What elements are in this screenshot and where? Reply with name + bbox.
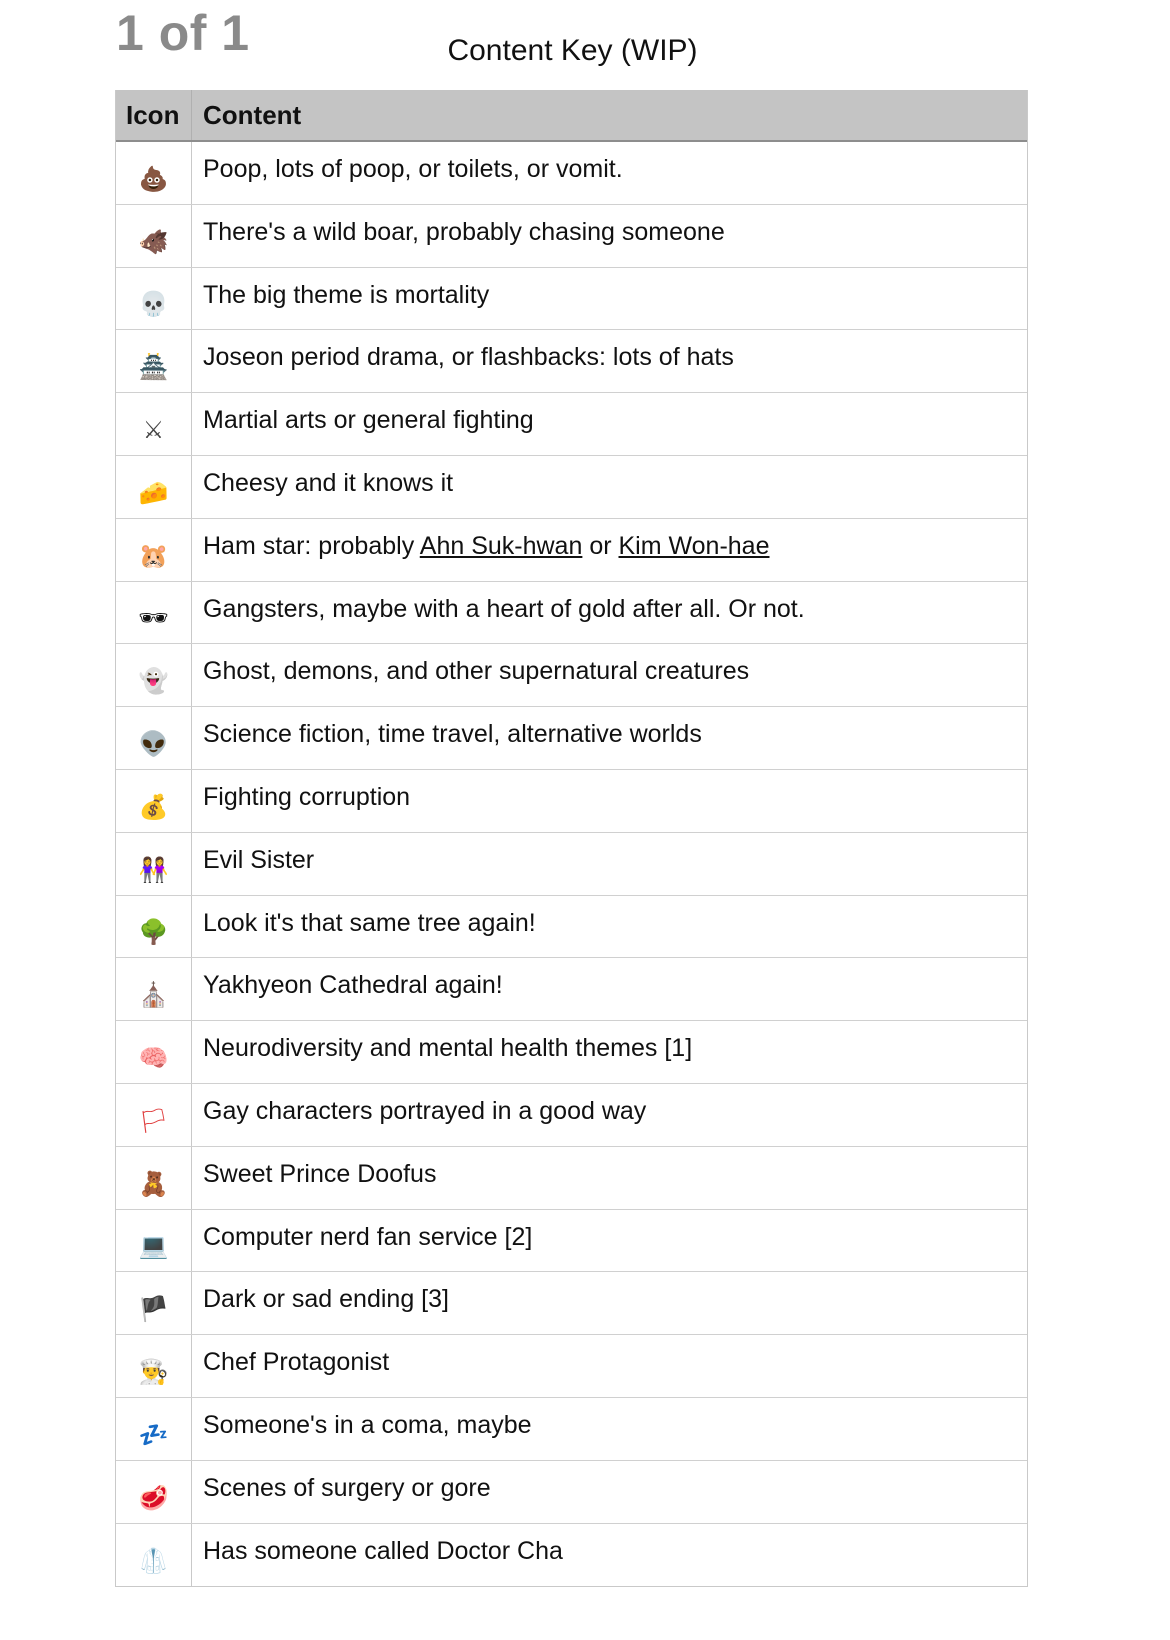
table-row <box>116 707 1027 770</box>
rainbow-flag-icon: 🏳 <box>138 1106 169 1135</box>
poop-icon: 💩 <box>138 164 169 193</box>
zzz-icon: 💤 <box>138 1420 169 1449</box>
table-row <box>116 1147 1027 1210</box>
page-indicator: 1 of 1 <box>116 5 250 61</box>
ghost-icon: 👻 <box>138 667 169 696</box>
icon-cell <box>116 1524 192 1587</box>
content-cell: Dark or sad ending [3] <box>203 1285 449 1314</box>
chef-icon: 👨‍🍳 <box>138 1358 169 1387</box>
table-row <box>116 456 1027 519</box>
laptop-icon: 💻 <box>138 1232 169 1261</box>
content-cell: Chef Protagonist <box>203 1348 390 1377</box>
content-cell: Neurodiversity and mental health themes [1] <box>203 1034 693 1063</box>
icon-cell <box>116 1398 192 1460</box>
content-cell: Has someone called Doctor Cha <box>203 1536 563 1565</box>
table-row <box>116 519 1027 582</box>
icon-cell <box>116 1084 192 1146</box>
table-header <box>116 90 1027 142</box>
tree-icon: 🌳 <box>138 918 169 947</box>
table-row <box>116 330 1027 393</box>
content-cell: Fighting corruption <box>203 782 411 811</box>
table-row <box>116 393 1027 456</box>
icon-cell <box>116 1461 192 1523</box>
icon-cell <box>116 1210 192 1272</box>
actor-link-ahn-suk-hwan[interactable]: Ahn Suk-hwan <box>419 531 583 560</box>
icon-cell <box>116 833 192 895</box>
crossed-swords-icon: ⚔ <box>142 416 165 445</box>
church-icon: ⛪ <box>138 981 169 1010</box>
content-cell: Gay characters portrayed in a good way <box>203 1096 647 1125</box>
content-cell: Someone's in a coma, maybe <box>203 1410 532 1439</box>
table-row <box>116 268 1027 331</box>
icon-cell <box>116 1335 192 1397</box>
black-flag-icon: 🏴 <box>138 1295 169 1324</box>
icon-cell <box>116 393 192 455</box>
content-text: Ham star: probably <box>203 531 420 560</box>
content-cell: Gangsters, maybe with a heart of gold after all. Or not. <box>203 594 805 623</box>
cheese-icon: 🧀 <box>138 478 169 507</box>
content-cell: Evil Sister <box>203 845 315 874</box>
sunglasses-icon: 🕶 <box>138 604 169 633</box>
content-cell: Sweet Prince Doofus <box>203 1159 437 1188</box>
castle-icon: 🏯 <box>138 353 169 382</box>
table-row <box>116 833 1027 896</box>
table-row <box>116 958 1027 1021</box>
content-cell: Poop, lots of poop, or toilets, or vomit. <box>203 155 623 183</box>
icon-cell <box>116 896 192 958</box>
table-row <box>116 142 1027 205</box>
icon-cell <box>116 456 192 518</box>
table-row <box>116 1335 1027 1398</box>
icon-cell <box>116 330 192 392</box>
icon-cell <box>116 958 192 1020</box>
lab-coat-icon: 🥼 <box>138 1546 169 1575</box>
icon-cell <box>116 268 192 330</box>
content-cell: Ghost, demons, and other supernatural creatures <box>203 657 750 686</box>
content-column-header: Content <box>203 100 302 130</box>
icon-cell <box>116 1147 192 1209</box>
icon-cell <box>116 205 192 267</box>
content-cell: Computer nerd fan service [2] <box>203 1222 533 1251</box>
two-women-icon: 👭 <box>138 855 169 884</box>
table-row <box>116 896 1027 959</box>
content-cell: Yakhyeon Cathedral again! <box>203 971 503 1000</box>
table-row <box>116 1210 1027 1273</box>
table-row <box>116 1084 1027 1147</box>
boar-icon: 🐗 <box>138 227 169 256</box>
teddy-bear-icon: 🧸 <box>138 1169 169 1198</box>
table-row <box>116 205 1027 268</box>
table-row <box>116 1461 1027 1524</box>
hamster-icon: 🐹 <box>138 541 169 570</box>
content-cell: Cheesy and it knows it <box>203 468 454 497</box>
icon-cell <box>116 1272 192 1334</box>
table-row <box>116 1524 1027 1587</box>
icon-cell <box>116 142 192 204</box>
content-cell: The big theme is mortality <box>203 280 490 309</box>
content-cell: Look it's that same tree again! <box>203 908 536 937</box>
content-cell: There's a wild boar, probably chasing someone <box>203 217 725 246</box>
content-cell: Joseon period drama, or flashbacks: lots of hats <box>203 343 734 372</box>
skull-icon: 💀 <box>138 290 169 319</box>
icon-cell <box>116 519 192 581</box>
table-row <box>116 1398 1027 1461</box>
brain-icon: 🧠 <box>138 1044 169 1073</box>
table-row <box>116 644 1027 707</box>
icon-column-header: Icon <box>116 90 192 140</box>
icon-cell <box>116 707 192 769</box>
table-row <box>116 582 1027 645</box>
actor-link-kim-won-hae[interactable]: Kim Won-hae <box>618 531 770 560</box>
alien-icon: 👽 <box>138 730 169 759</box>
content-cell: Science fiction, time travel, alternative worlds <box>203 720 702 749</box>
meat-icon: 🥩 <box>138 1483 169 1512</box>
icon-cell <box>116 770 192 832</box>
table-body <box>116 142 1027 1586</box>
money-bag-icon: 💰 <box>138 792 169 821</box>
content-text: or <box>582 531 619 560</box>
icon-cell <box>116 1021 192 1083</box>
content-cell: Scenes of surgery or gore <box>203 1473 491 1502</box>
icon-cell <box>116 582 192 644</box>
document-title: Content Key (WIP) <box>447 34 698 67</box>
content-key-table <box>115 90 1028 1587</box>
content-cell: Martial arts or general fighting <box>203 406 534 435</box>
table-row <box>116 770 1027 833</box>
table-row <box>116 1021 1027 1084</box>
content-cell <box>192 519 1027 581</box>
icon-cell <box>116 644 192 706</box>
table-row <box>116 1272 1027 1335</box>
